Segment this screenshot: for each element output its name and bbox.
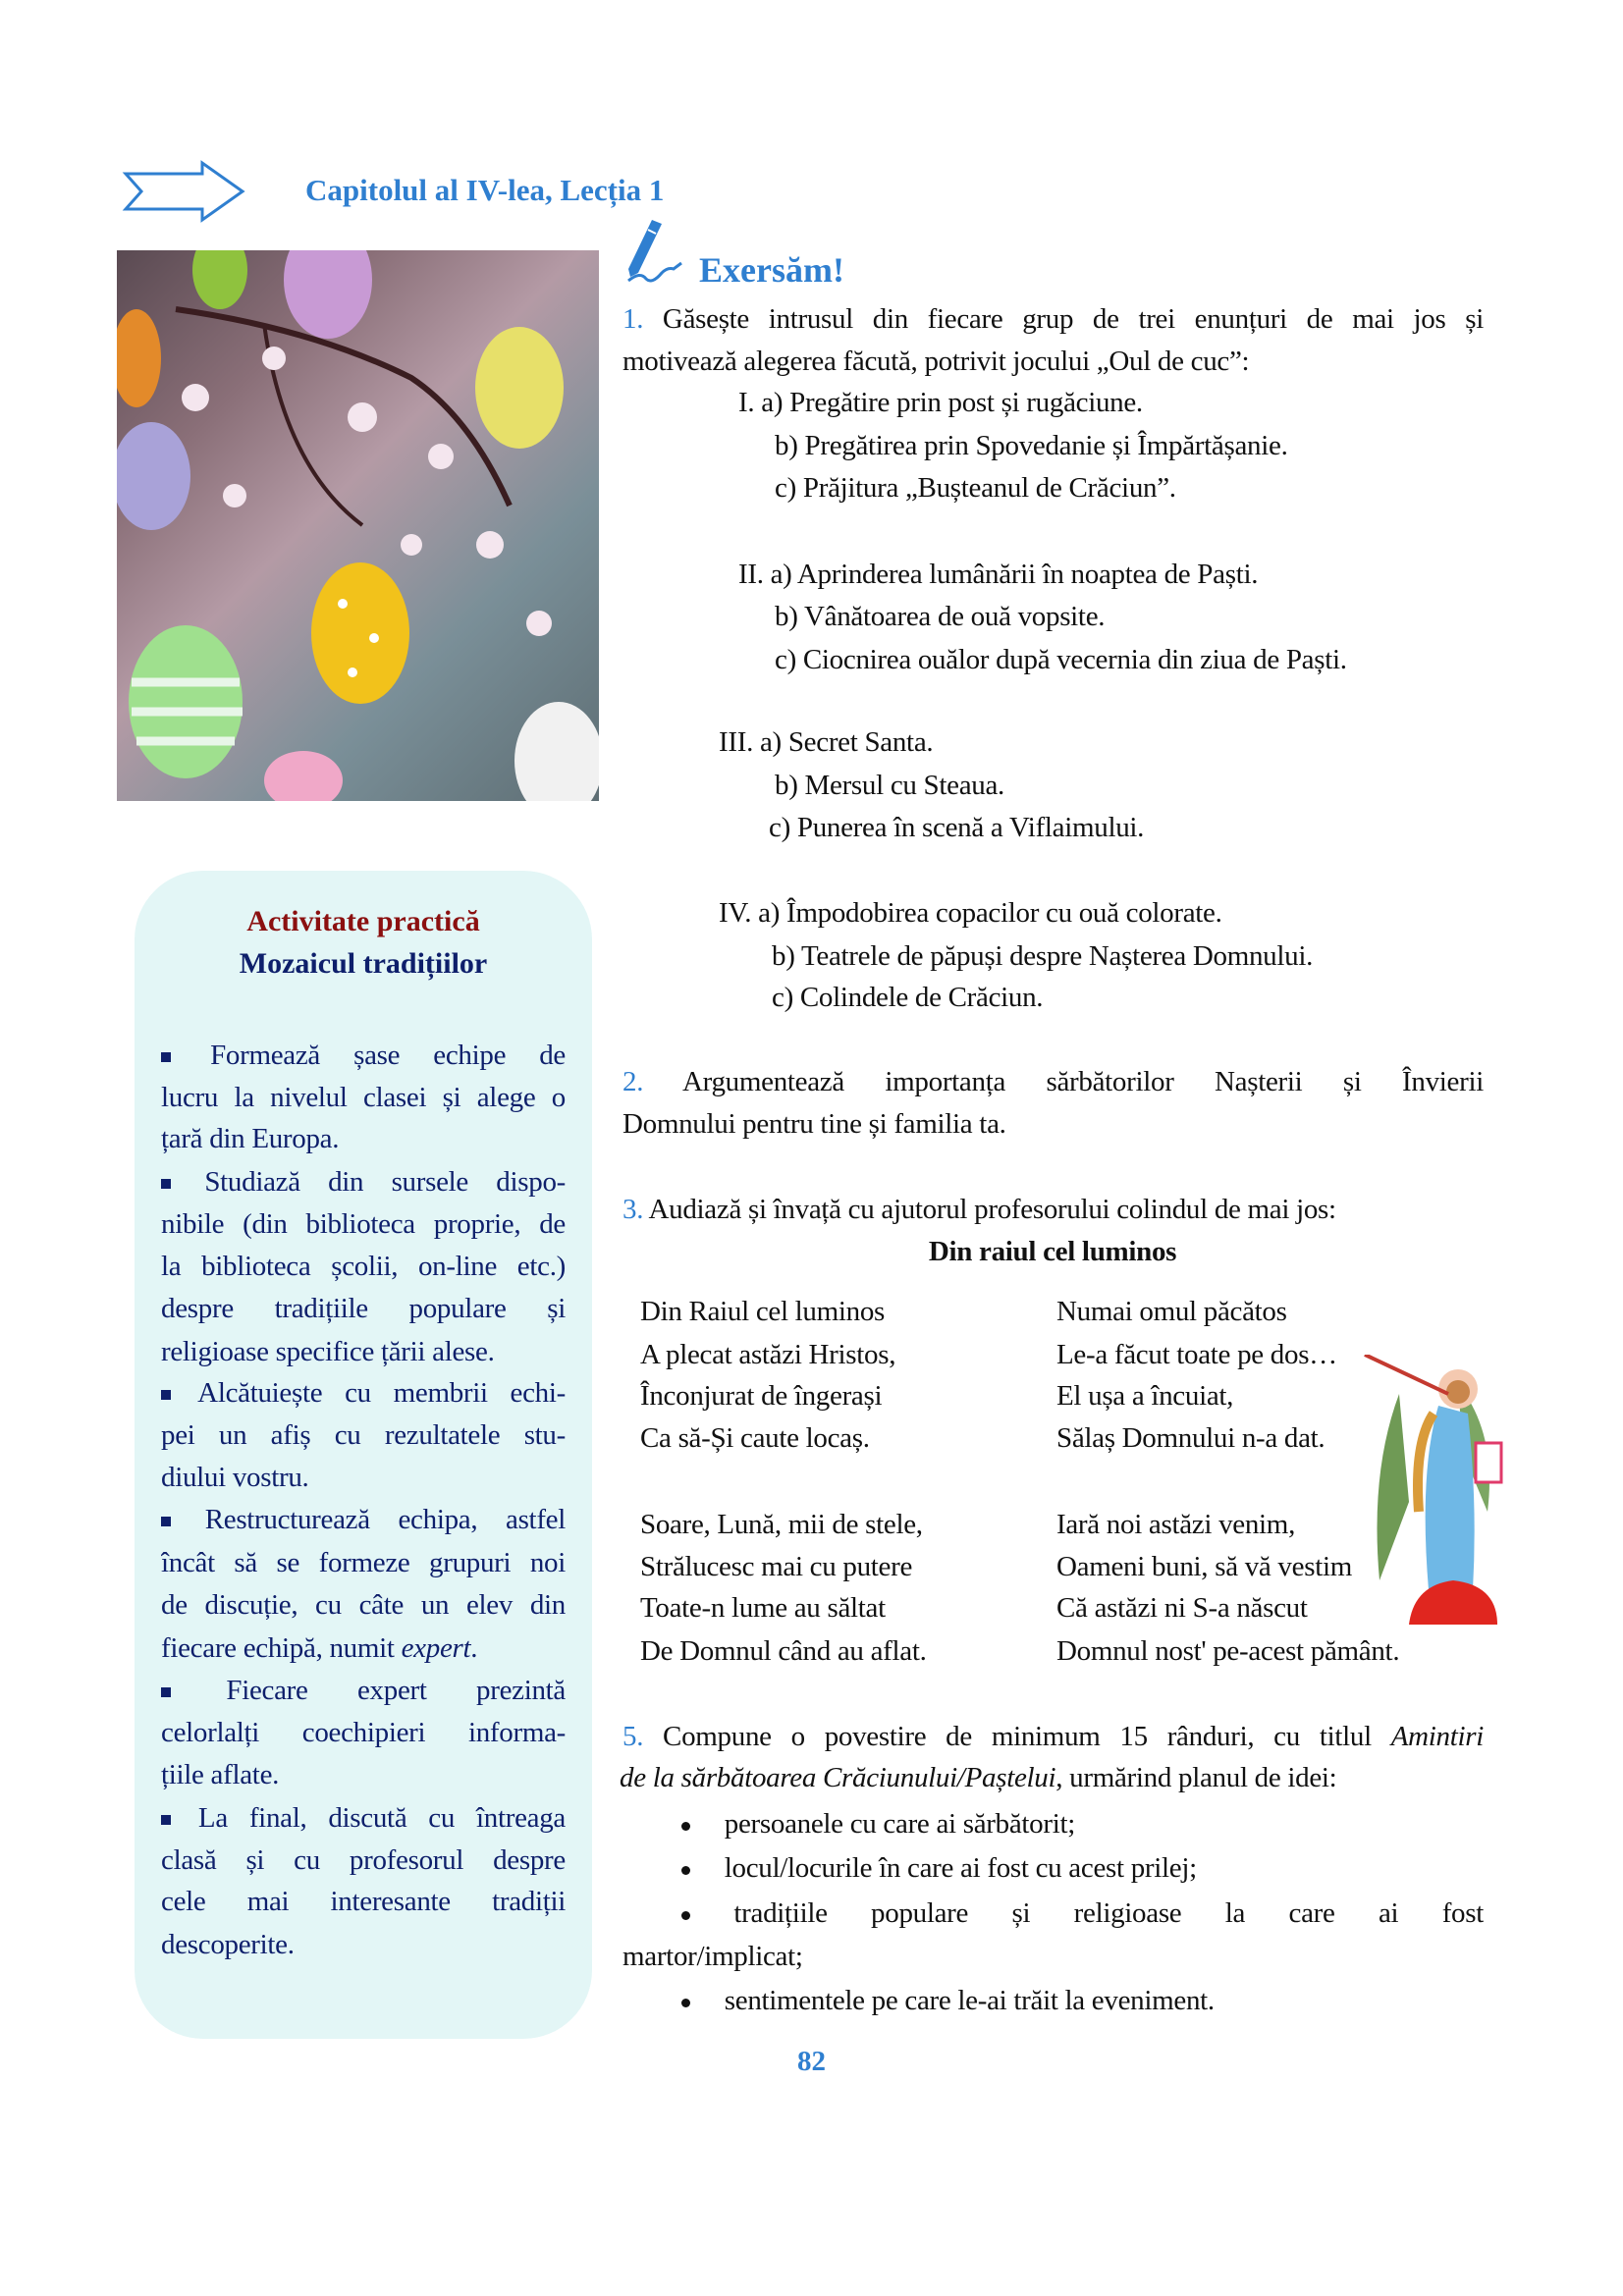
activity-line [161, 1542, 566, 1584]
text-segment: descoperite. [161, 1929, 295, 1960]
text-segment: IV. a) Împodobirea copacilor cu ouă colorate. [719, 897, 1222, 929]
text-segment: Restructurează echipa, astfel [204, 1504, 566, 1535]
text-segment: . [470, 1632, 478, 1664]
exercise-line [622, 1189, 1484, 1231]
exercise-line [622, 298, 1484, 341]
exercise-line [681, 1980, 1215, 2022]
activity-line [161, 1754, 566, 1796]
exercise-line [738, 382, 1484, 424]
activity-line [161, 1203, 566, 1246]
text-segment: persoanele cu care ai sărbătorit; [724, 1808, 1075, 1840]
activity-line [161, 1924, 566, 1966]
activity-line [161, 1118, 566, 1160]
bullet-icon [161, 1687, 171, 1697]
text-segment: Compune o povestire de minimum 15 rânduri, cu titlul [643, 1721, 1391, 1752]
angel-trumpet-illustration [1360, 1355, 1507, 1625]
easter-eggs-photo [117, 250, 599, 801]
text-segment: Amintiri [1390, 1721, 1484, 1752]
activity-line [161, 1331, 566, 1373]
chapter-title: Capitolul al IV-lea, Lecția 1 [305, 173, 665, 207]
exercise-line [620, 1757, 1484, 1799]
activity-line [161, 1670, 566, 1712]
exercise-line [769, 807, 1484, 849]
carol-verse-line: Din Raiul cel luminos [640, 1296, 886, 1327]
bullet-icon [161, 1179, 171, 1189]
text-segment: nibile (din biblioteca proprie, de [161, 1208, 566, 1240]
practical-activity-subtitle: Mozaicul tradițiilor [239, 947, 488, 980]
text-segment: I. a) Pregătire prin post și rugăciune. [738, 387, 1143, 418]
carol-verse-line: El ușa a încuiat, [1056, 1380, 1234, 1412]
exercise-line [719, 892, 1484, 934]
carol-verse-line: Domnul nost' pe-acest pământ. [1056, 1635, 1400, 1667]
text-segment: martor/implicat; [622, 1941, 803, 1972]
activity-line [161, 1840, 566, 1882]
text-segment: Găsește intrusul din fiecare grup de trei enunțuri de mai jos și [643, 303, 1484, 335]
text-segment: clasă și cu profesorul despre [161, 1844, 566, 1876]
text-segment: expert [401, 1632, 471, 1664]
bullet-icon [161, 1815, 171, 1825]
text-segment: tradițiile populare și religioase la care ai fost [733, 1897, 1484, 1929]
text-segment: La final, discută cu întreaga [197, 1802, 566, 1834]
exercise-line [775, 765, 1484, 807]
arrow-right-icon [122, 160, 247, 223]
bullet-icon [681, 1866, 690, 1875]
carol-verse-line: Strălucesc mai cu putere [640, 1551, 913, 1582]
carol-verse-line: Ca să-Și caute locaș. [640, 1422, 870, 1454]
text-segment: , urmărind planul de idei: [1055, 1762, 1337, 1793]
text-segment: celorlalți coechipieri informa- [161, 1717, 566, 1748]
activity-line [161, 1415, 566, 1457]
bullet-icon [161, 1390, 171, 1400]
activity-line [161, 1077, 566, 1119]
text-segment: b) Mersul cu Steaua. [775, 770, 1004, 801]
exercise-line [622, 1716, 1484, 1758]
exercise-line [681, 1847, 1197, 1890]
text-segment: Alcătuiește cu membrii echi- [197, 1377, 566, 1409]
bullet-icon [681, 1999, 690, 2007]
carol-verse-line: Le-a făcut toate pe dos… [1056, 1339, 1337, 1370]
page-number: 82 [797, 2046, 826, 2077]
text-segment: b) Teatrele de păpuși despre Nașterea Domnului. [772, 940, 1314, 972]
text-segment: Audiază și învață cu ajutorul profesorului colindul de mai jos: [643, 1194, 1336, 1225]
text-segment: pei un afiș cu rezultatele stu- [161, 1419, 566, 1451]
activity-line [161, 1628, 566, 1670]
activity-line [161, 1161, 566, 1203]
text-segment: b) Vânătoarea de ouă vopsite. [775, 601, 1106, 632]
exercise-line [719, 721, 1484, 764]
text-segment: țiile aflate. [161, 1759, 280, 1790]
bullet-icon [161, 1052, 171, 1062]
text-segment: despre tradițiile populare și [161, 1293, 566, 1324]
carol-verse-line: A plecat astăzi Hristos, [640, 1339, 896, 1370]
carol-verse-line: Înconjurat de îngerași [640, 1380, 883, 1412]
text-segment: diului vostru. [161, 1462, 309, 1493]
text-segment: Domnului pentru tine și familia ta. [622, 1108, 1006, 1140]
text-segment: Fiecare expert prezintă [226, 1675, 566, 1706]
pencil-icon [622, 216, 691, 290]
text-segment: la biblioteca școlii, on-line etc.) [161, 1251, 566, 1282]
exercise-number: 5. [622, 1721, 644, 1752]
exercise-line [681, 1893, 1484, 1935]
text-segment: motivează alegerea făcută, potrivit jocului „Oul de cuc”: [622, 346, 1250, 377]
activity-line [161, 1457, 566, 1499]
text-segment: Argumentează importanța sărbătorilor Nașterii și Învierii [643, 1066, 1484, 1097]
text-segment: c) Colindele de Crăciun. [772, 982, 1044, 1013]
activity-line [161, 1584, 566, 1627]
activity-line [161, 1499, 566, 1541]
activity-line [161, 1288, 566, 1330]
bullet-icon [681, 1822, 690, 1831]
exercise-line [772, 935, 1484, 978]
exercise-number: 1. [622, 303, 644, 335]
exercise-number: 3. [622, 1194, 644, 1225]
text-segment: țară din Europa. [161, 1123, 340, 1154]
text-segment: de la sărbătoarea Crăciunului/Paștelui [620, 1762, 1056, 1793]
text-segment: b) Pregătirea prin Spovedanie și Împărtășanie. [775, 430, 1288, 461]
exercise-heading: Exersăm! [699, 250, 844, 290]
carol-verse-line: Că astăzi ni S-a născut [1056, 1592, 1308, 1624]
exercise-line [622, 1061, 1484, 1103]
carol-title [758, 1231, 1347, 1273]
text-segment: locul/locurile în care ai fost cu acest prilej; [724, 1852, 1197, 1884]
carol-verse-line: Iară noi astăzi venim, [1056, 1509, 1296, 1540]
exercise-line [738, 554, 1484, 596]
text-segment: fiecare echipă, numit [161, 1632, 402, 1664]
text-segment: lucru la nivelul clasei și alege o [161, 1082, 566, 1113]
exercise-line [622, 1936, 1484, 1978]
carol-verse-line: Sălaș Domnului n-a dat. [1056, 1422, 1325, 1454]
bullet-icon [161, 1517, 171, 1526]
text-segment: cele mai interesante tradiții [161, 1886, 566, 1917]
exercise-line [681, 1803, 1075, 1845]
activity-line [161, 1712, 566, 1754]
text-segment: Studiază din sursele dispo- [204, 1166, 566, 1198]
exercise-line [772, 977, 1484, 1019]
exercise-line [775, 639, 1484, 681]
exercise-line [775, 467, 1484, 509]
carol-verse-line: Oameni buni, să vă vestim [1056, 1551, 1352, 1582]
text-segment: c) Ciocnirea ouălor după vecernia din ziua de Paști. [775, 644, 1347, 675]
exercise-line [775, 596, 1484, 638]
carol-verse-line: Toate-n lume au săltat [640, 1592, 886, 1624]
activity-line [161, 1035, 566, 1077]
activity-line [161, 1881, 566, 1923]
activity-line [161, 1246, 566, 1288]
exercise-line [622, 341, 1484, 383]
text-segment: Formează șase echipe de [210, 1040, 566, 1071]
text-segment: II. a) Aprinderea lumânării în noaptea de Paști. [738, 559, 1259, 590]
text-segment: Din raiul cel luminos [928, 1236, 1177, 1267]
bullet-icon [681, 1911, 690, 1920]
text-segment: III. a) Secret Santa. [719, 726, 934, 758]
text-segment: de discuție, cu câte un elev din [161, 1589, 566, 1621]
carol-verse-line: Soare, Lună, mii de stele, [640, 1509, 923, 1540]
activity-line [161, 1797, 566, 1840]
text-segment: sentimentele pe care le-ai trăit la eveniment. [724, 1985, 1215, 2016]
text-segment: încât să se formeze grupuri noi [161, 1547, 566, 1578]
text-segment: c) Prăjitura „Bușteanul de Crăciun”. [775, 472, 1176, 504]
text-segment: c) Punerea în scenă a Viflaimului. [769, 812, 1145, 843]
carol-verse-line: Numai omul păcătos [1056, 1296, 1287, 1327]
exercise-line [775, 425, 1484, 467]
text-segment: religioase specifice țării alese. [161, 1336, 495, 1367]
exercise-number: 2. [622, 1066, 644, 1097]
activity-line [161, 1372, 566, 1415]
practical-activity-title: Activitate practică [246, 905, 480, 937]
carol-verse-line: De Domnul când au aflat. [640, 1635, 927, 1667]
exercise-line [622, 1103, 1484, 1146]
